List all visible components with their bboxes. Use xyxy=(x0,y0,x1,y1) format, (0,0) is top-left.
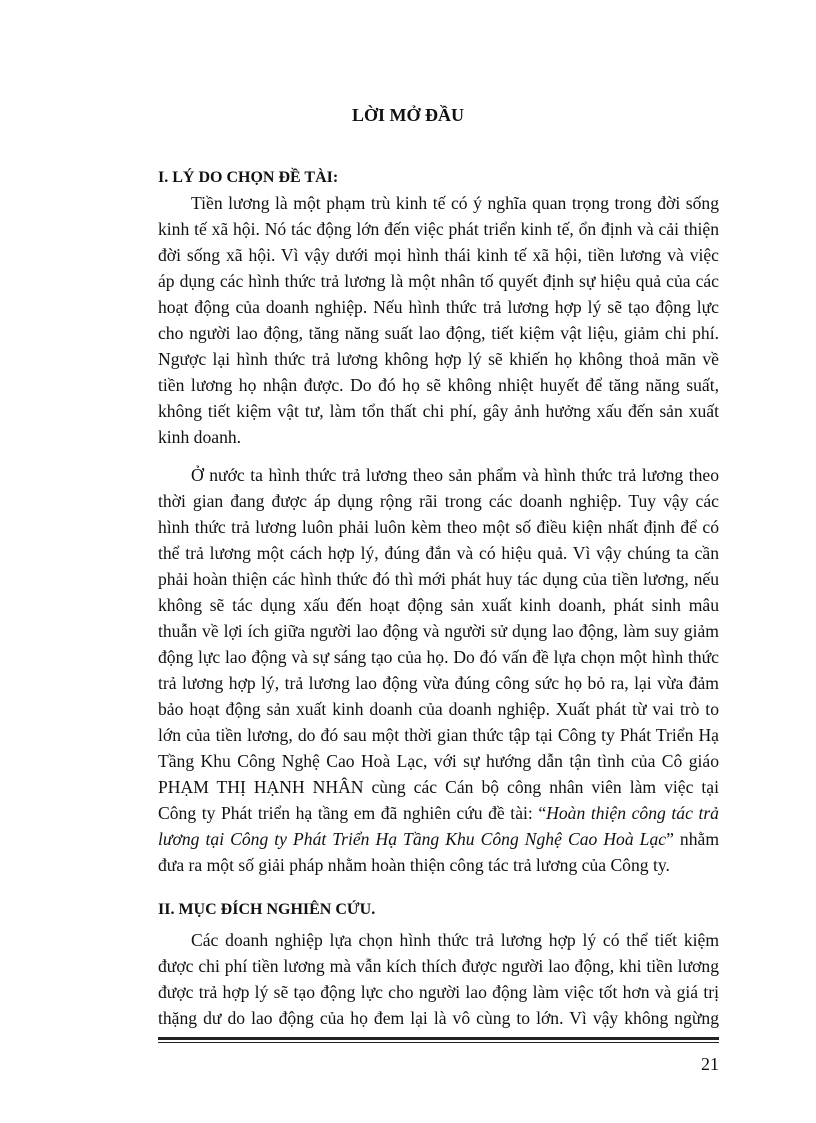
text-segment: Công ty Phát triển hạ tầng em đã nghiên cứu đề tài: “ xyxy=(158,803,547,823)
text-line: Các doanh nghiệp lựa chọn hình thức trả lương hợp lý có thể tiết kiệm xyxy=(191,930,719,950)
text-line: đời sống xã hội. Vì vậy dưới mọi hình thái kinh tế xã hội, tiền lương và việc xyxy=(158,245,719,265)
text-line: cho người lao động, tăng năng suất lao động, tiết kiệm vật liệu, giảm chi phí. xyxy=(158,323,719,343)
text-line: Ngược lại hình thức trả lương không hợp lý sẽ khiến họ không thoả mãn về xyxy=(158,349,719,369)
section-heading-1: I. LÝ DO CHỌN ĐỀ TÀI: xyxy=(158,169,339,186)
footer-rule-thin xyxy=(158,1042,719,1043)
paragraph-1 xyxy=(158,190,719,450)
text-line: Tầng Khu Công Nghệ Cao Hoà Lạc, với sự hướng dẫn tận tình của Cô giáo xyxy=(158,751,719,771)
text-line: đưa ra một số giải pháp nhằm hoàn thiện công tác trả lương của Công ty. xyxy=(158,855,670,875)
footer-rule-thick xyxy=(158,1037,719,1040)
page-title: LỜI MỞ ĐẦU xyxy=(352,105,464,125)
text-line: thuẫn về lợi ích giữa người lao động và người sử dụng lao động, làm suy giảm xyxy=(158,621,719,641)
text-line: trả lương hợp lý, trả lương lao động vừa đúng công sức họ bỏ ra, lại vừa đảm xyxy=(158,673,719,693)
text-line: Ở nước ta hình thức trả lương theo sản phẩm và hình thức trả lương theo xyxy=(191,465,719,485)
text-line: động lực lao động và sự sáng tạo của họ. Do đó vấn đề lựa chọn một hình thức xyxy=(158,647,719,667)
text-line: hình thức trả lương luôn phải luôn kèm theo một số điều kiện nhất định để có xyxy=(158,517,719,537)
text-line: kinh tế xã hội. Nó tác động lớn đến việc phát triển kinh tế, ổn định và cải thiện xyxy=(158,219,719,239)
text-line: hoạt động của doanh nghiệp. Nếu hình thức trả lương hợp lý sẽ tạo động lực xyxy=(158,297,719,317)
text-line: được chi phí tiền lương mà vẫn kích thích được người lao động, khi tiền lương xyxy=(158,956,719,976)
text-line: không sẽ tác dụng xấu đến hoạt động sản xuất kinh doanh, phát sinh mâu xyxy=(158,595,719,615)
text-segment: ” nhằm xyxy=(666,829,719,849)
text-line: Tiền lương là một phạm trù kinh tế có ý nghĩa quan trọng trong đời sống xyxy=(191,193,719,213)
section-heading-2: II. MỤC ĐÍCH NGHIÊN CỨU. xyxy=(158,901,376,918)
text-line: PHẠM THỊ HẠNH NHÂN cùng các Cán bộ công nhân viên làm việc tại xyxy=(158,777,719,797)
text-line: tiền lương họ nhận được. Do đó họ sẽ không nhiệt huyết để tăng năng suất, xyxy=(158,375,719,395)
text-line xyxy=(158,826,719,852)
text-line: thặng dư do lao động của họ đem lại là vô cùng to lớn. Vì vậy không ngừng xyxy=(158,1008,719,1028)
text-line: áp dụng các hình thức trả lương là một nhân tố quyết định sự hiệu quả của các xyxy=(158,271,719,291)
italic-title-text: lương tại Công ty Phát Triển Hạ Tầng Khu Công Nghệ Cao Hoà Lạc xyxy=(158,829,667,849)
italic-title-text: Hoàn thiện công tác trả xyxy=(546,803,719,823)
text-line: kinh doanh. xyxy=(158,427,242,447)
text-line: lớn của tiền lương, do đó sau một thời gian thức tập tại Công ty Phát Triển Hạ xyxy=(158,725,719,745)
page-number: 21 xyxy=(701,1054,719,1074)
text-line xyxy=(158,800,719,826)
text-line: thể trả lương một cách hợp lý, đúng đắn và có hiệu quả. Vì vậy chúng ta cần xyxy=(158,543,719,563)
text-line: không tiết kiệm vật tư, làm tổn thất chi phí, gây ảnh hưởng xấu đến sản xuất xyxy=(158,401,719,421)
text-line: được trả hợp lý sẽ tạo động lực cho người lao động làm việc tốt hơn và giá trị xyxy=(158,982,719,1002)
paragraph-2 xyxy=(158,462,719,878)
text-line: thời gian đang được áp dụng rộng rãi trong các doanh nghiệp. Tuy vậy các xyxy=(158,491,719,511)
paragraph-3 xyxy=(158,927,719,1031)
text-line: bảo hoạt động sản xuất kinh doanh của doanh nghiệp. Xuất phát từ vai trò to xyxy=(158,699,719,719)
text-line: phải hoàn thiện các hình thức đó thì mới phát huy tác dụng của tiền lương, nếu xyxy=(158,569,719,589)
